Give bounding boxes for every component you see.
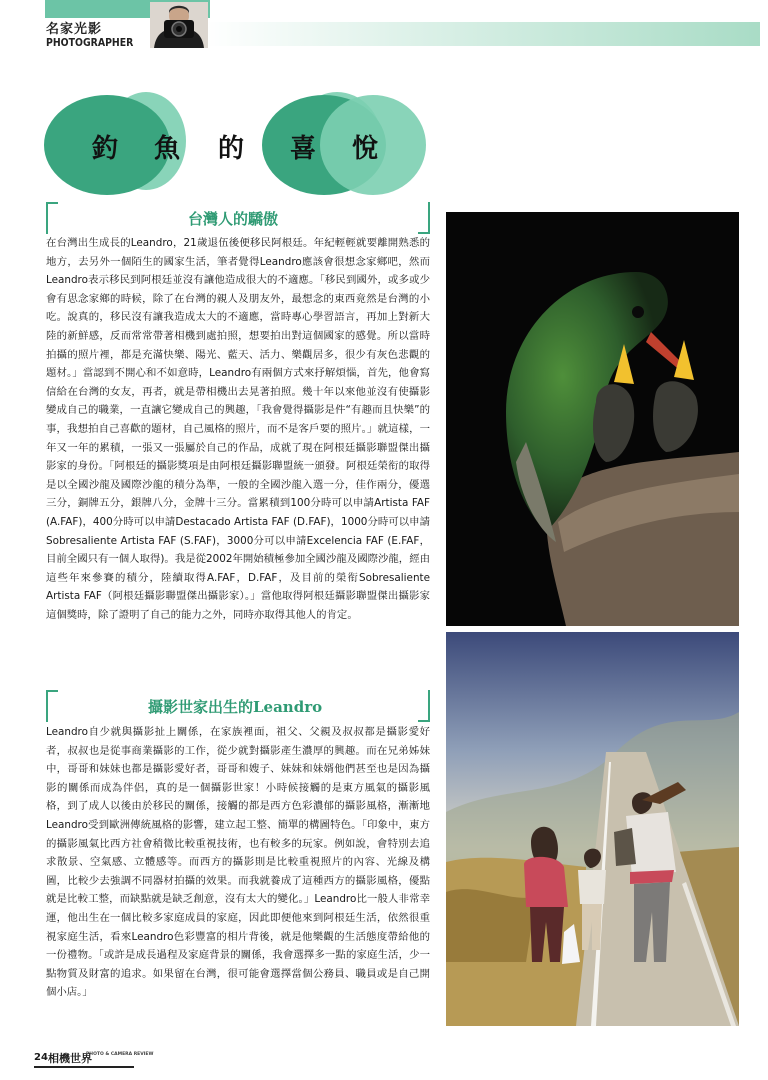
magazine-name: 相機世界 bbox=[48, 1052, 92, 1065]
section-heading: 台灣人的驕傲 bbox=[188, 210, 279, 228]
section-subtitle: PHOTOGRAPHER bbox=[46, 36, 134, 49]
page-number: 24 bbox=[34, 1052, 48, 1063]
header-gradient-rule bbox=[205, 22, 760, 46]
family-walking-photo bbox=[446, 632, 739, 1026]
title-char: 悅 bbox=[352, 134, 379, 164]
magazine-english-name: PHOTO & CAMERA REVIEW bbox=[86, 1052, 154, 1057]
title-char: 喜 bbox=[290, 134, 317, 164]
section-heading: 攝影世家出生的Leandro bbox=[148, 698, 323, 716]
footer-rule bbox=[34, 1066, 134, 1068]
article-paragraph: Leandro自少就與攝影扯上關係，在家族裡面，祖父、父親及叔叔都是攝影愛好者，叔叔也是從事商業攝影的工作，從少就對攝影產生濃厚的興趣。而在兄弟姊妹中，哥哥和妹妹也都是攝影愛好者，哥哥和嫂子、妹妹和妹婿他們甚至也是因為攝影的關係而成為伴侶，真的是一個攝影世家！小時候接觸的是東方風氣的攝影風格，到了成人以後由於移民的關係，接觸的都是西方色彩濃郁的攝影風格，漸漸地Leandro受到歐洲傳統風格的影響，建立起工整、簡單的構圖特色。「印象中，東方的攝影風氣比西方社會稍微比較重視技術，也有較多的玩家。例如說，會特別去追求散景、空氣感、立體感等。而西方的攝影則是比較重視照片的內容、光線及構圖，比較少去強調不同器材拍攝的效果。而我就養成了這種西方的攝影風格，優點就是比較工整，而缺點就是缺乏創意，沒有太大的變化。」Leandro比一般人非常幸運，他出生在一個比較多家庭成員的家庭，因此即便他來到阿根廷生活，依然很重視家庭生活，看來Leandro色彩豐富的相片背後，就是他樂觀的生活態度帶給他的一份禮物。「或許是成長過程及家庭背景的關係，我會選擇多一點的家庭生活，少一點物質及財富的追求。如果留在台灣，很可能會選擇當個公務員、職員或是自己開個小店。」 bbox=[46, 726, 430, 999]
title-char: 魚 bbox=[154, 134, 181, 164]
section-title: 名家光影 bbox=[46, 22, 103, 37]
title-char: 的 bbox=[218, 134, 245, 164]
hummingbird-photo bbox=[446, 212, 739, 626]
article-paragraph: 在台灣出生成長的Leandro，21歲退伍後便移民阿根廷。年紀輕輕就要離開熟悉的地方，去另外一個陌生的國家生活，筆者覺得Leandro應該會很想念家鄉吧，然而Leandro表示移民到阿根廷並沒有讓他造成很大的不適應。「移民到國外，或多或少會有思念家鄉的時候，除了在台灣的親人及朋友外，最想念的東西竟然是台灣的小吃。說真的，移民沒有讓我造成太大的不適應，當時專心學習語言，再加上對新大陸的新鮮感，反而常常帶著相機到處拍照，想要拍出對這個國家的感覺。所以當時拍攝的照片裡，都是充滿快樂、陽光、藍天、活力、樂觀居多，很少有灰色悲觀的題材。」當認到不開心和不如意時，Leandro有兩個方式來抒解煩惱，首先，他會寫信給在台灣的女友，再者，就是帶相機出去晃著拍照。幾十年以來他並沒有使攝影變成自己的職業，一直讓它變成自己的興趣，「我會覺得攝影是件“有趣而且快樂”的事，我想拍自己喜歡的題材，自己風格的照片，而不是客戶要的照片。」就這樣，一年又一年的累積，一張又一張屬於自己的作品，成就了現在阿根廷攝影聯盟傑出攝影家的身份。「阿根廷的攝影獎項是由阿根廷攝影聯盟統一頒發。阿根廷榮衔的取得是以全國沙龍及國際沙龍的積分為準，一般的全國沙龍入選一分，佳作兩分，優選三分，銅牌五分，銀牌八分，金牌十三分。當累積到100分時可以申請Artista FAF (A.FAF)，400分時可以申請Destacado Artista FAF (D.FAF)，1000分時可以申請Sobresaliente Artista FAF (S.FAF)，3000分可以申請Excelencia FAF (E.FAF，目前全國只有一個人取得)。我是從2002年開始積極參加全國沙龍及國際沙龍，經由這些年來參賽的積分，陸續取得A.FAF，D.FAF，及目前的榮衔Sobresaliente Artista FAF（阿根廷攝影聯盟傑出攝影家）。」當他取得阿根廷攝影聯盟傑出攝影家這個獎時，除了證明了自己的能力之外，同時亦取得其他人的肯定。 bbox=[46, 237, 430, 621]
title-char: 釣 bbox=[92, 134, 119, 164]
photographer-camera-icon bbox=[150, 2, 208, 48]
